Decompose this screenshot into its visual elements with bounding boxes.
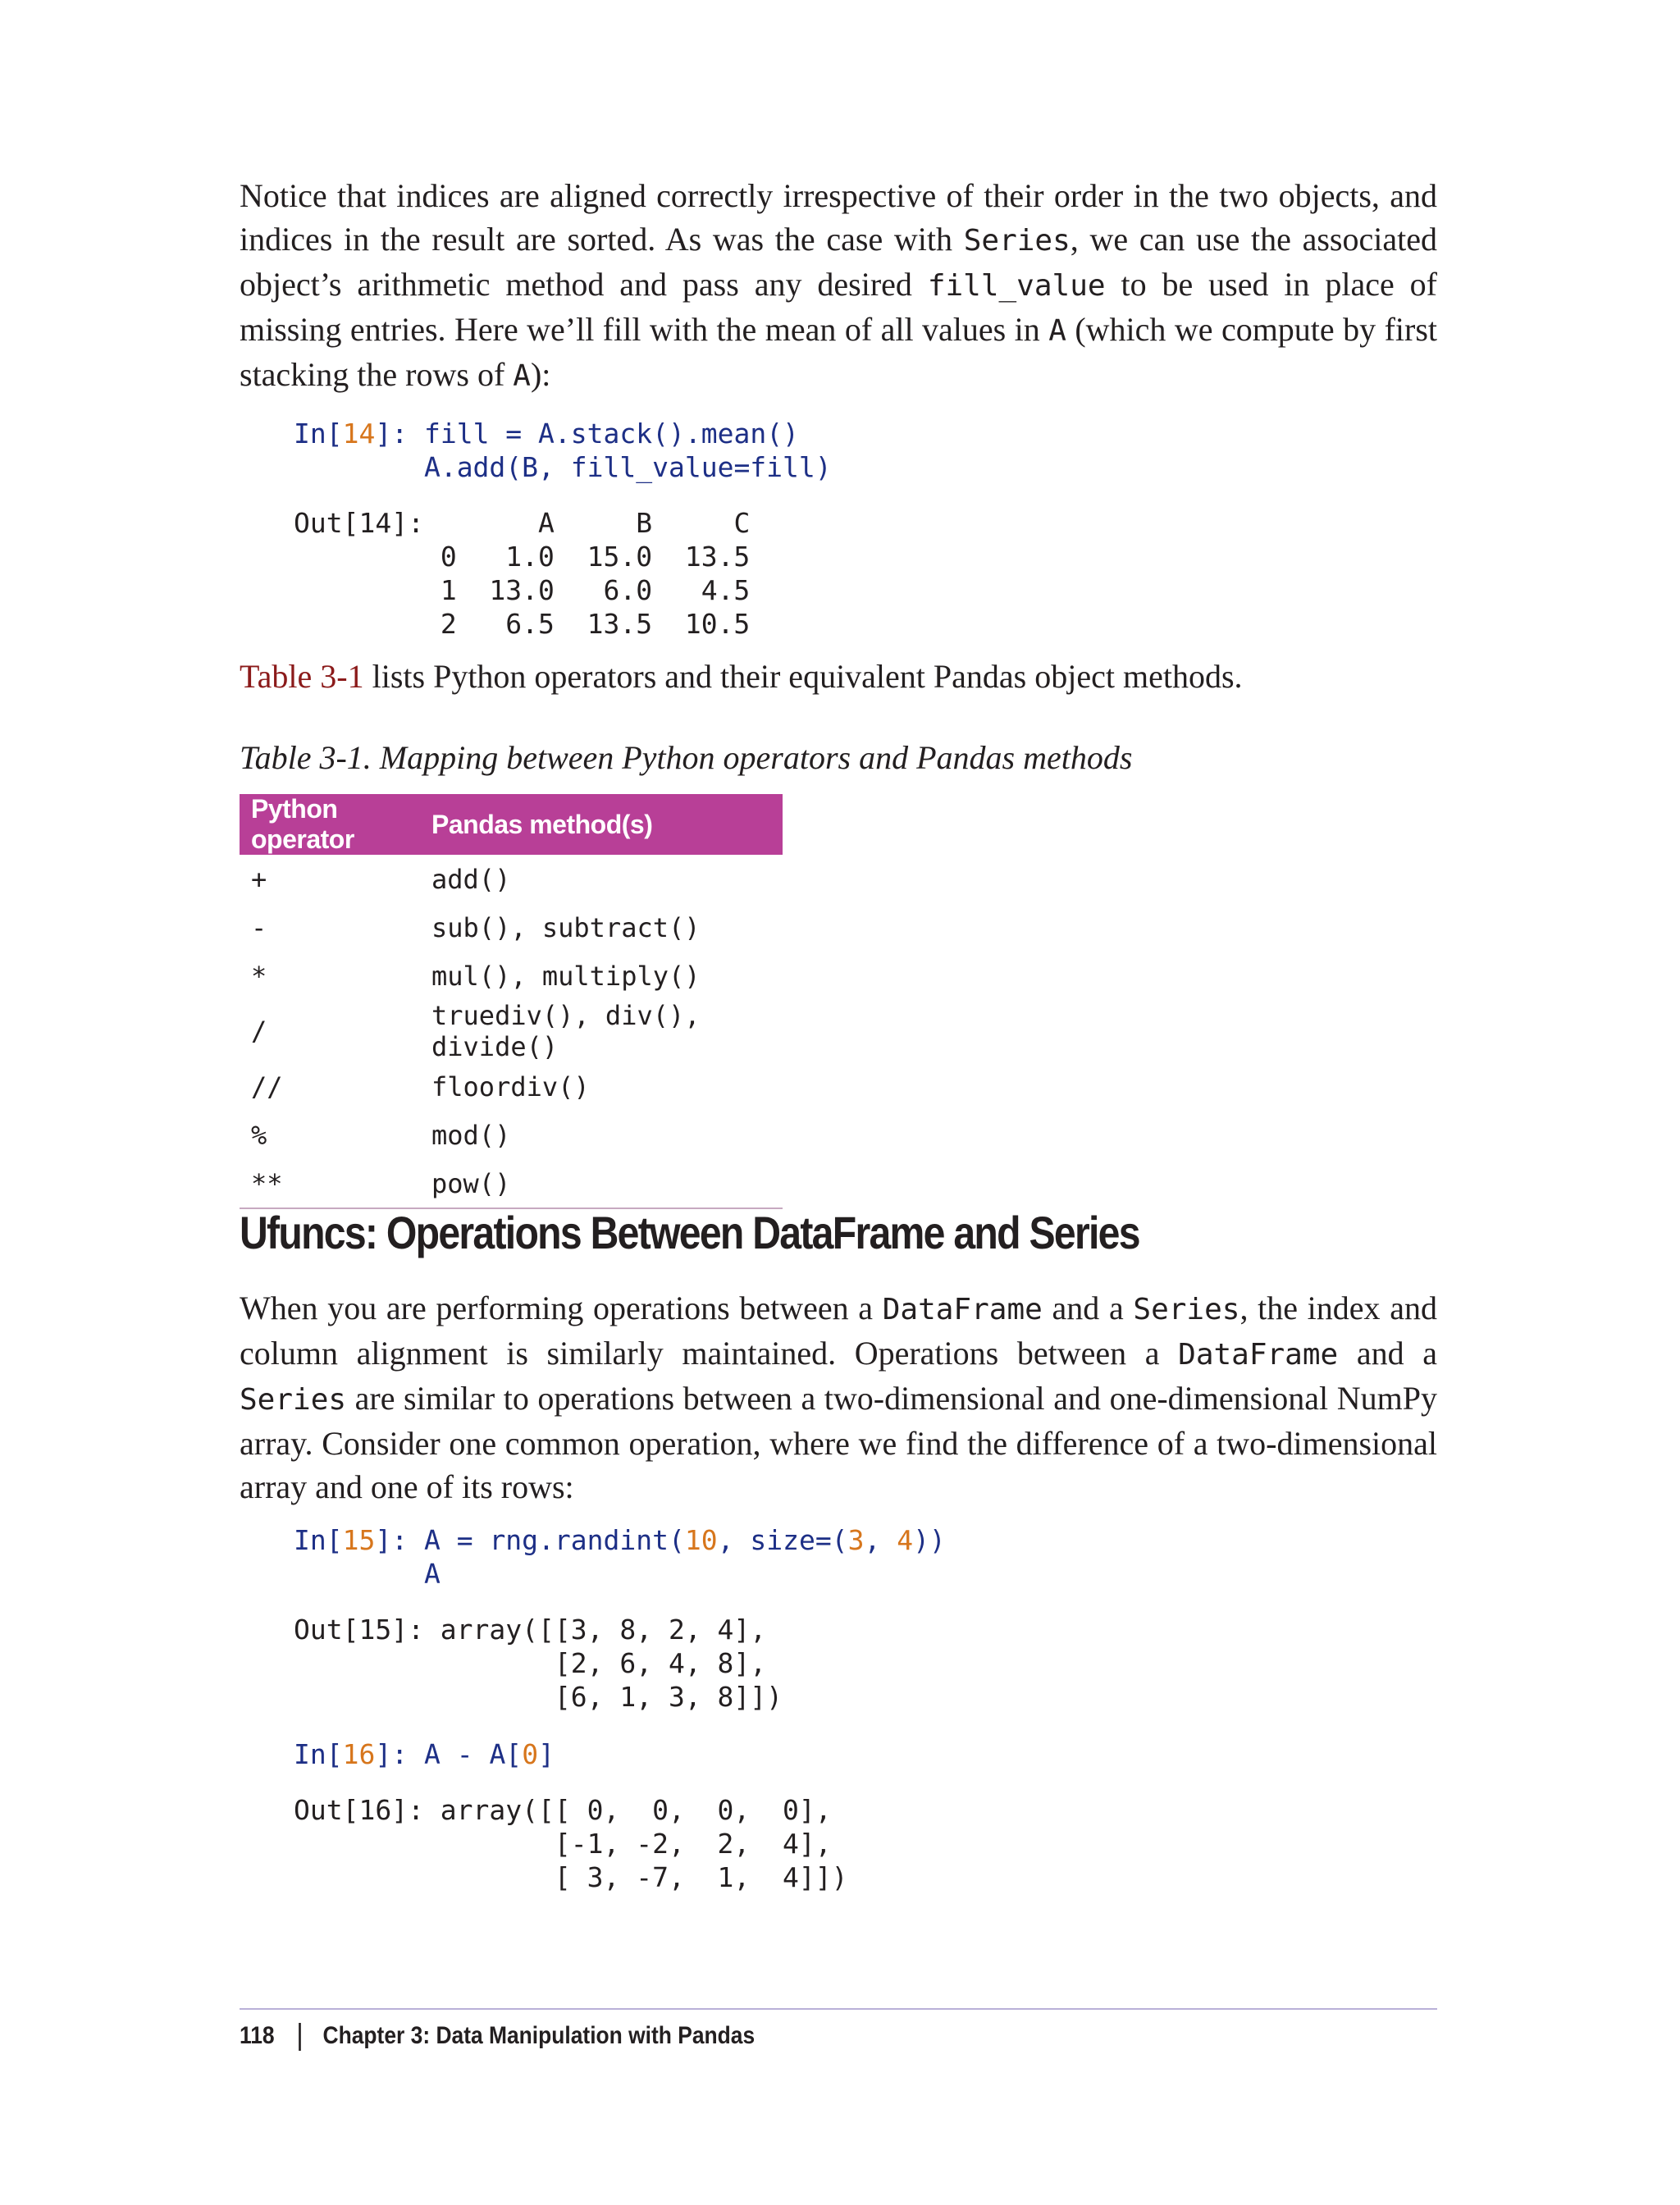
- operator-cell: //: [251, 1071, 283, 1102]
- input-prompt: In[: [294, 1738, 343, 1770]
- code-line: A: [423, 1558, 441, 1590]
- code-line: A.add(B, fill_value=fill): [423, 451, 832, 483]
- table-row: [240, 1000, 783, 1062]
- code-fragment: A = rng.randint(: [423, 1524, 685, 1556]
- operator-cell: -: [251, 911, 267, 943]
- text-run: to be used in place of missing entries. Here we’ll fill with the mean of all values in: [240, 266, 1438, 348]
- input-prompt-close: ]:: [375, 1524, 424, 1556]
- text-run: ):: [530, 356, 551, 393]
- inline-code: fill_value: [927, 269, 1106, 303]
- text-run: and a: [1042, 1290, 1134, 1326]
- ufuncs-paragraph: [240, 1286, 1437, 1509]
- method-cell: add(): [431, 863, 511, 895]
- input-prompt-close: ]:: [375, 1738, 424, 1770]
- output-line: Out[15]: array([[3, 8, 2, 4],: [294, 1614, 767, 1646]
- operator-cell: %: [251, 1119, 267, 1151]
- numeric-literal: 3: [847, 1524, 865, 1556]
- dataframe-row: 0 1.0 15.0 13.5: [440, 541, 751, 573]
- inline-code: A: [1048, 314, 1066, 348]
- method-cell: mod(): [431, 1119, 511, 1151]
- operator-cell: **: [240, 1159, 423, 1208]
- code-cell-15-output: [294, 1613, 783, 1714]
- prompt-number: 15: [342, 1524, 376, 1556]
- input-prompt: In[: [294, 418, 343, 450]
- code-fragment: A - A[: [423, 1738, 523, 1770]
- method-cell: mul(), multiply(): [431, 960, 701, 992]
- text-run: are similar to operations between a two-dimensional and one-dimensional NumPy array. Consider one common operation, where we find the difference of a two-dimensional array and one of its rows:: [240, 1380, 1437, 1505]
- table-row: [240, 952, 783, 1000]
- inline-code: Series: [963, 224, 1071, 258]
- chapter-title: Chapter 3: Data Manipulation with Pandas: [322, 2022, 756, 2049]
- footer-divider: [240, 2008, 1437, 2010]
- table-cross-reference-link[interactable]: Table 3-1: [240, 658, 364, 695]
- text-run: , the index and column alignment is similarly maintained. Operations between a: [240, 1290, 1437, 1372]
- output-line: [6, 1, 3, 8]]): [294, 1681, 783, 1713]
- output-line: [-1, -2, 2, 4],: [294, 1828, 832, 1860]
- table-row: [240, 1111, 783, 1159]
- table-row: [240, 855, 783, 903]
- text-run: Notice that indices are aligned correctly irrespective of their order in the two objects, and indices in the result are sorted. As was the case with: [240, 177, 1437, 258]
- table-header-row: [240, 794, 783, 855]
- numeric-literal: 4: [897, 1524, 914, 1556]
- output-line: [2, 6, 4, 8],: [294, 1647, 767, 1679]
- operator-cell: +: [251, 863, 267, 895]
- text-run: When you are performing operations between a: [240, 1290, 883, 1326]
- prompt-number: 16: [342, 1738, 376, 1770]
- code-cell-14-output: [294, 506, 750, 641]
- inline-code: DataFrame: [1178, 1338, 1339, 1372]
- table-reference-paragraph: [240, 655, 1437, 698]
- code-fragment: , size=(: [717, 1524, 848, 1556]
- text-run: (which we compute by first stacking the rows of: [240, 311, 1437, 393]
- inline-code: Series: [240, 1383, 347, 1417]
- code-cell-16-input: [294, 1737, 555, 1771]
- code-fragment: ]: [538, 1738, 555, 1770]
- dataframe-row: 1 13.0 6.0 4.5: [440, 574, 751, 606]
- table-row: [240, 1062, 783, 1111]
- numeric-literal: 10: [684, 1524, 718, 1556]
- inline-code: Series: [1133, 1293, 1240, 1326]
- inline-code: DataFrame: [882, 1293, 1043, 1326]
- operator-cell: *: [251, 960, 267, 992]
- prompt-number: 14: [342, 418, 376, 450]
- page-number: 118: [240, 2022, 275, 2049]
- column-header: Pandas method(s): [423, 794, 783, 855]
- column-header: Python operator: [240, 794, 423, 855]
- operator-cell: /: [251, 1016, 267, 1047]
- output-line: Out[16]: array([[ 0, 0, 0, 0],: [294, 1794, 832, 1826]
- dataframe-header: A B C: [423, 507, 751, 539]
- input-prompt: In[: [294, 1524, 343, 1556]
- output-prompt: Out[14]:: [294, 507, 424, 539]
- method-cell: floordiv(): [431, 1071, 590, 1102]
- code-line: fill = A.stack().mean(): [423, 418, 799, 450]
- text-run: and a: [1338, 1335, 1437, 1372]
- code-fragment: )): [913, 1524, 946, 1556]
- text-run: , we can use the associated object’s arithmetic method and pass any desired: [240, 221, 1437, 303]
- inline-code: A: [513, 359, 531, 393]
- section-heading: Ufuncs: Operations Between DataFrame and Series: [240, 1207, 1139, 1258]
- code-cell-15-input: [294, 1523, 946, 1591]
- method-cell: sub(), subtract(): [431, 911, 701, 943]
- page-footer: [240, 2022, 755, 2051]
- operator-mapping-table: [240, 794, 783, 1209]
- numeric-literal: 0: [522, 1738, 539, 1770]
- intro-paragraph: [240, 174, 1437, 398]
- dataframe-row: 2 6.5 13.5 10.5: [440, 608, 751, 640]
- method-cell: truediv(), div(), divide(): [431, 1000, 701, 1062]
- code-cell-14-input: [294, 417, 832, 484]
- code-fragment: ,: [864, 1524, 897, 1556]
- table-row: [240, 903, 783, 952]
- code-cell-16-output: [294, 1793, 848, 1894]
- input-prompt-close: ]:: [375, 418, 424, 450]
- table-caption: Table 3-1. Mapping between Python operators and Pandas methods: [240, 739, 1133, 776]
- output-line: [ 3, -7, 1, 4]]): [294, 1861, 848, 1893]
- footer-separator: [299, 2023, 302, 2051]
- text-run: lists Python operators and their equivalent Pandas object methods.: [363, 658, 1243, 695]
- table-row: [240, 1159, 783, 1208]
- method-cell: pow(): [423, 1159, 783, 1208]
